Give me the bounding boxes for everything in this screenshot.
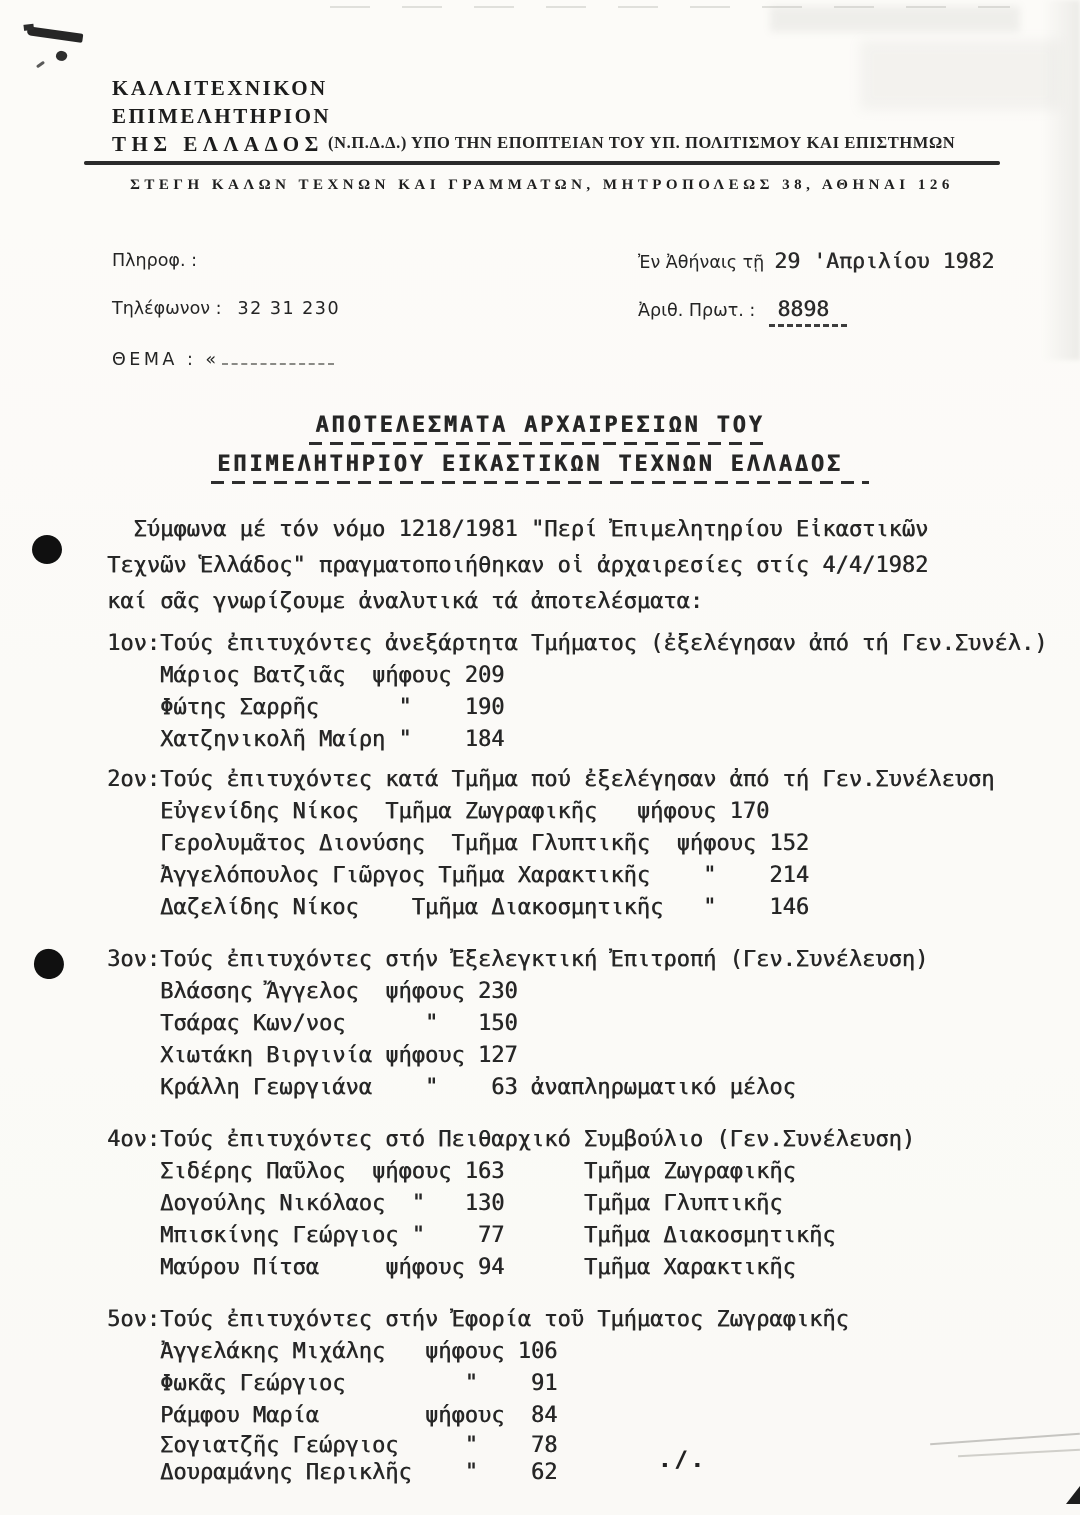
intro-line: καί σᾶς γνωρίζουμε ἀναλυτικά τά ἀποτελέσματα: [107,589,704,614]
subject-field [112,349,334,370]
protocol-number: 8898 [769,297,847,327]
results-section [107,1304,1067,1486]
result-line: Φωκᾶς Γεώργιος " 91 [107,1371,558,1396]
protocol-field [638,297,847,327]
result-line: Μαύρου Πίτσα ψήφους 94 Τμῆμα Χαρακτικῆς [107,1255,796,1280]
ink-mark [55,49,69,62]
title-line-1: ΑΠΟΤΕΛΕΣΜΑΤΑ ΑΡΧΑΙΡΕΣΙΩΝ ΤΟΥ [309,413,770,445]
organization-name [112,74,331,158]
phone-number: 32 31 230 [237,299,341,319]
result-line: Χιωτάκη Βιργινία ψήφους 127 [107,1043,518,1068]
result-line: Εὐγενίδης Νίκος Τμῆμα Ζωγραφικῆς ψήφους 170 [107,799,770,824]
results-section [107,628,1067,756]
section-heading: 4ον:Τούς ἐπιτυχόντες στό Πειθαρχικό Συμβούλιο (Γεν.Συνέλευση) [107,1127,915,1152]
section-heading: 1ον:Τούς ἐπιτυχόντες ἀνεξάρτητα Τμήματος (ἐξελέγησαν ἀπό τή Γεν.Συνέλ.) [107,631,1048,656]
result-line: Σογιατζῆς Γεώργιος " 78 [107,1433,558,1458]
info-field [112,251,197,271]
ink-mark [27,26,84,43]
section-heading: 2ον:Τούς ἐπιτυχόντες κατά Τμῆμα πού ἐξελέγησαν ἀπό τή Γεν.Συνέλευση [107,767,995,792]
result-line: Φώτης Σαρρῆς " 190 [107,695,505,720]
intro-paragraph [107,512,1067,620]
result-line: Χατζηνικολῆ Μαίρη " 184 [107,727,505,752]
results-section [107,944,1067,1104]
date-field [638,249,994,274]
result-line: Ράμφου Μαρία ψήφους 84 [107,1403,558,1428]
place-date-label: Ἐν Ἀθήναις τῇ [638,253,765,273]
title-line-2: ΕΠΙΜΕΛΗΤΗΡΙΟΥ ΕΙΚΑΣΤΙΚΩΝ ΤΕΧΝΩΝ ΕΛΛΑΔΟΣ [211,452,869,484]
supervision-line: (Ν.Π.Δ.Δ.) ΥΠΟ ΤΗΝ ΕΠΟΠΤΕΙΑΝ ΤΟΥ ΥΠ. ΠΟΛΙΤΙΣΜΟΥ ΚΑΙ ΕΠΙΣΤΗΜΩΝ [328,133,956,152]
hole-punch-dot [31,946,67,982]
address-line: ΣΤΕΓΗ ΚΑΛΩΝ ΤΕΧΝΩΝ ΚΑΙ ΓΡΑΜΜΑΤΩΝ, ΜΗΤΡΟΠΟΛΕΩΣ 38, ΑΘΗΝΑΙ 126 [130,177,954,193]
result-line: Μπισκίνης Γεώργιος " 77 Τμῆμα Διακοσμητικῆς [107,1223,836,1248]
org-line-1: ΚΑΛΛΙΤΕΧΝΙΚΟΝ [112,76,328,100]
section-heading: 5ον:Τούς ἐπιτυχόντες στήν Ἐφορία τοῦ Τμήματος Ζωγραφικῆς [107,1307,849,1332]
results-sections [107,628,1067,1486]
result-line: Δουραμάνης Περικλῆς " 62 [107,1460,558,1485]
subject-label: ΘΕΜΑ : « [112,350,220,370]
result-line: Σιδέρης Παῦλος ψήφους 163 Τμῆμα Ζωγραφικῆς [107,1159,796,1184]
result-line: Ἀγγελάκης Μιχάλης ψήφους 106 [107,1339,558,1364]
result-line: Κράλλη Γεωργιάνα " 63 ἀναπληρωματικό μέλος [107,1075,796,1100]
scan-artifact-top-line [330,6,1010,8]
protocol-label: Ἀριθ. Πρωτ. : [638,301,756,321]
intro-line: Σύμφωνα μέ τόν νόμο 1218/1981 "Περί Ἐπιμελητηρίου Εἰκαστικῶν [107,517,929,542]
results-section [107,764,1067,924]
org-line-3: ΤΗΣ ΕΛΛΑΔΟΣ [112,132,324,156]
info-label: Πληροφ. : [112,251,197,271]
intro-line: Τεχνῶν Ἑλλάδος" πραγματοποιήθηκαν οἱ ἀρχαιρεσίες στίς 4/4/1982 [107,553,929,578]
result-line: Δαζελίδης Νίκος Τμῆμα Διακοσμητικῆς " 146 [107,895,809,920]
org-line-2: ΕΠΙΜΕΛΗΤΗΡΙΟΝ [112,104,332,128]
document-title [0,413,1080,491]
letterhead-divider [84,161,1000,165]
phone-label: Τηλέφωνον : [112,299,222,319]
phone-field [112,299,340,319]
scan-artifact-smudge [860,40,1060,110]
letter-body [107,512,1067,1486]
subject-dotted-line [222,349,334,365]
scan-artifact-edge-shadow [1042,0,1080,360]
result-line: Μάριος Βατζιᾶς ψήφους 209 [107,663,505,688]
results-section [107,1124,1067,1284]
result-line: Γερολυμᾶτος Διονύσης Τμῆμα Γλυπτικῆς ψήφους 152 [107,831,809,856]
ink-mark [36,61,45,69]
result-line: Βλάσσης Ἄγγελος ψήφους 230 [107,979,518,1004]
result-line: Τσάρας Κων/νος " 150 [107,1011,518,1036]
continuation-mark: ./. [658,1448,707,1473]
scan-artifact-smudge [770,6,1020,32]
result-line: Δογούλης Νικόλαος " 130 Τμῆμα Γλυπτικῆς [107,1191,783,1216]
result-line: Ἀγγελόπουλος Γιῶργος Τμῆμα Χαρακτικῆς " 214 [107,863,809,888]
section-heading: 3ον:Τούς ἐπιτυχόντες στήν Ἐξελεγκτική Ἐπιτροπή (Γεν.Συνέλευση) [107,947,929,972]
typed-date: 29 'Απριλίου 1982 [774,249,995,274]
hole-punch-dot [32,535,62,564]
page-corner-fold [1066,1486,1080,1504]
